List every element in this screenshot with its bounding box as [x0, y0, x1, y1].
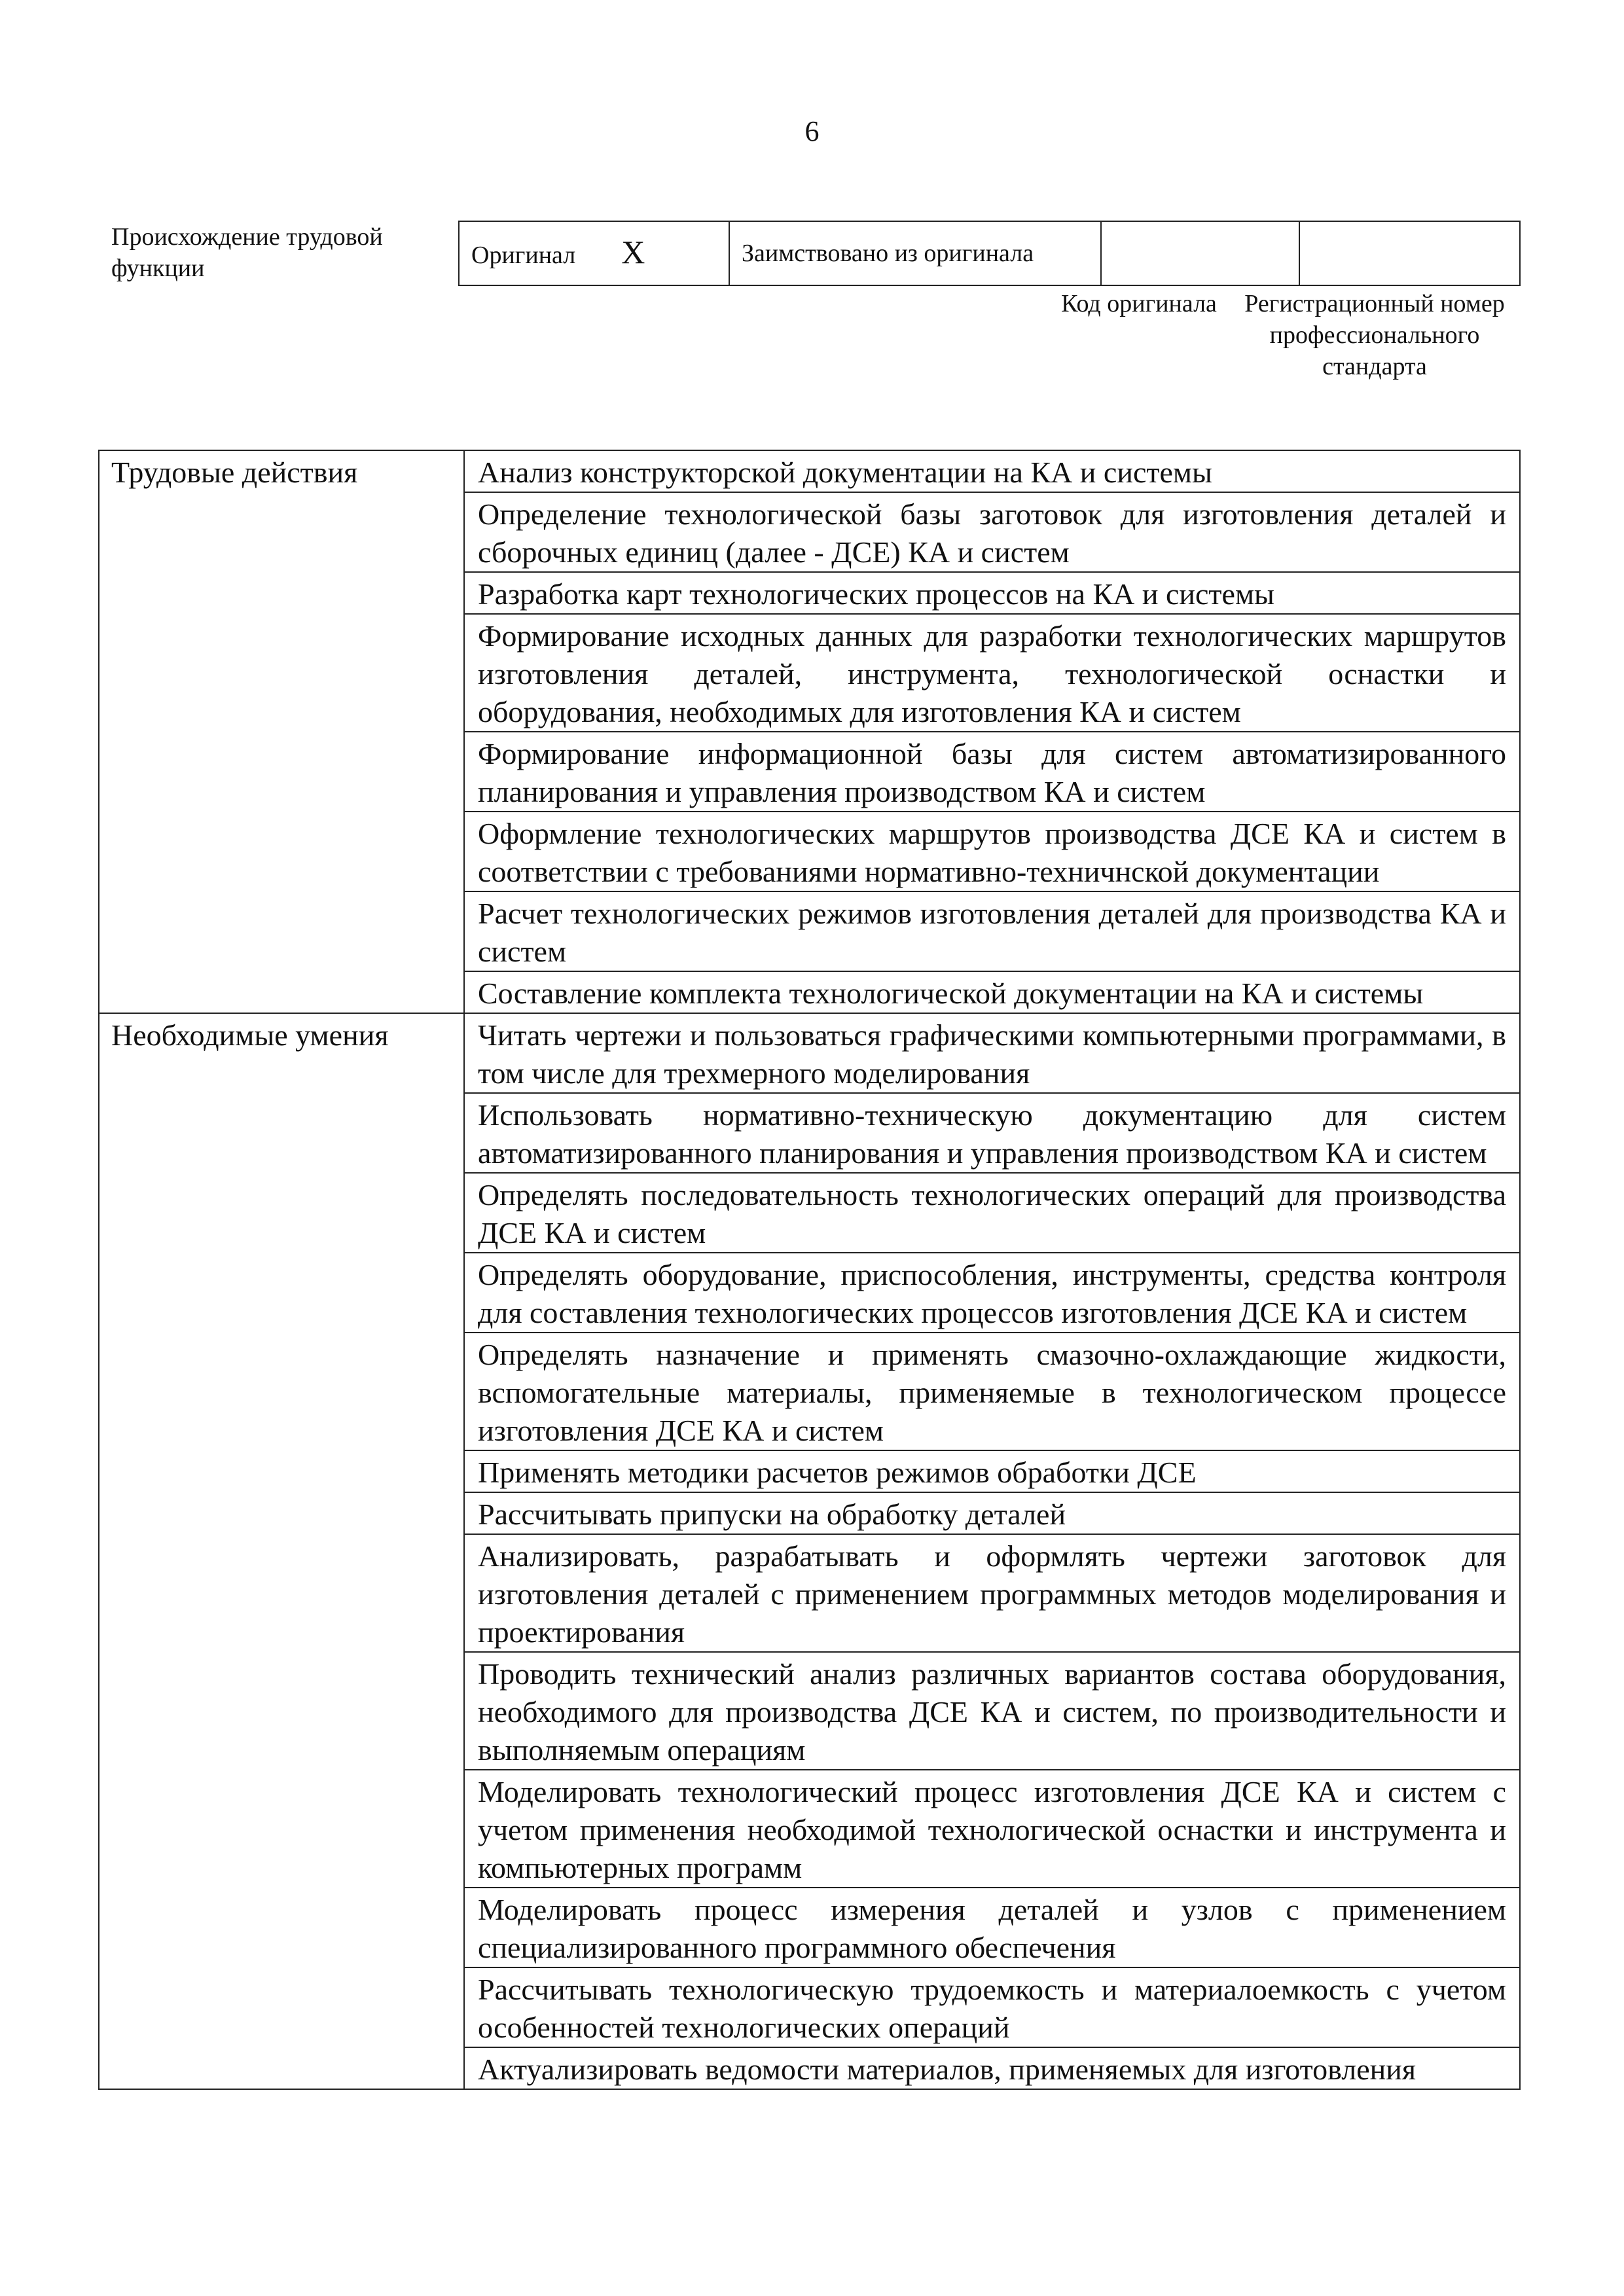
registration-number-cell: [1299, 221, 1520, 285]
borrowed-label: Заимствовано из оригинала: [742, 240, 1034, 267]
list-item: Определение технологической базы заготовок для изготовления деталей и сборочных единиц (далее - ДСЕ) КА и систем: [464, 492, 1520, 572]
list-item: Проводить технический анализ различных вариантов состава оборудования, необходимого для производства ДСЕ КА и систем, по производительности и выполняемым операциям: [464, 1652, 1520, 1770]
original-mark: X: [621, 233, 645, 270]
list-item: Разработка карт технологических процессов на КА и системы: [464, 572, 1520, 614]
original-label: Оригинал: [471, 241, 576, 269]
borrowed-cell: [729, 221, 1101, 285]
original-cell: [459, 221, 729, 285]
table-row: [99, 450, 1520, 492]
section-title: Необходимые умения: [99, 1013, 464, 2089]
list-item: Рассчитывать припуски на обработку деталей: [464, 1492, 1520, 1534]
registration-caption: Регистрационный номер профессионального стандарта: [1244, 290, 1505, 380]
list-item: Рассчитывать технологическую трудоемкость и материалоемкость с учетом особенностей технологических операций: [464, 1967, 1520, 2047]
section-title: Трудовые действия: [99, 450, 464, 1013]
code-caption: Код оригинала: [1061, 290, 1217, 317]
list-item: Определять назначение и применять смазочно-охлаждающие жидкости, вспомогательные материалы, применяемые в технологическом процессе изготовления ДСЕ КА и систем: [464, 1333, 1520, 1450]
list-item: Моделировать процесс измерения деталей и узлов с применением специализированного программного обеспечения: [464, 1888, 1520, 1967]
function-table: [98, 450, 1521, 2090]
list-item: Актуализировать ведомости материалов, применяемых для изготовления: [464, 2047, 1520, 2089]
list-item: Анализировать, разрабатывать и оформлять чертежи заготовок для изготовления деталей с применением программных методов моделирования и проектирования: [464, 1534, 1520, 1652]
original-code-cell: [1101, 221, 1299, 285]
list-item: Анализ конструкторской документации на КА и системы: [464, 450, 1520, 492]
list-item: Моделировать технологический процесс изготовления ДСЕ КА и систем с учетом применения необходимой технологической оснастки и инструмента и компьютерных программ: [464, 1770, 1520, 1888]
page-number: 6: [804, 115, 820, 147]
list-item: Формирование информационной базы для систем автоматизированного планирования и управления производством КА и систем: [464, 732, 1520, 812]
origin-label: Происхождение трудовой функции: [111, 223, 383, 282]
list-item: Определять оборудование, приспособления, инструменты, средства контроля для составления технологических процессов изготовления ДСЕ КА и систем: [464, 1253, 1520, 1333]
list-item: Применять методики расчетов режимов обработки ДСЕ: [464, 1450, 1520, 1492]
list-item: Оформление технологических маршрутов производства ДСЕ КА и систем в соответствии с требованиями нормативно-техничнской документации: [464, 812, 1520, 891]
list-item: Определять последовательность технологических операций для производства ДСЕ КА и систем: [464, 1173, 1520, 1253]
list-item: Использовать нормативно-техническую документацию для систем автоматизированного планирования и управления производством КА и систем: [464, 1093, 1520, 1173]
list-item: Расчет технологических режимов изготовления деталей для производства КА и систем: [464, 891, 1520, 971]
list-item: Читать чертежи и пользоваться графическими компьютерными программами, в том числе для трехмерного моделирования: [464, 1013, 1520, 1093]
table-row: [99, 1013, 1520, 1093]
origin-table: [458, 221, 1521, 286]
list-item: Формирование исходных данных для разработки технологических маршрутов изготовления деталей, инструмента, технологической оснастки и оборудования, необходимых для изготовления КА и систем: [464, 614, 1520, 732]
list-item: Составление комплекта технологической документации на КА и системы: [464, 971, 1520, 1013]
